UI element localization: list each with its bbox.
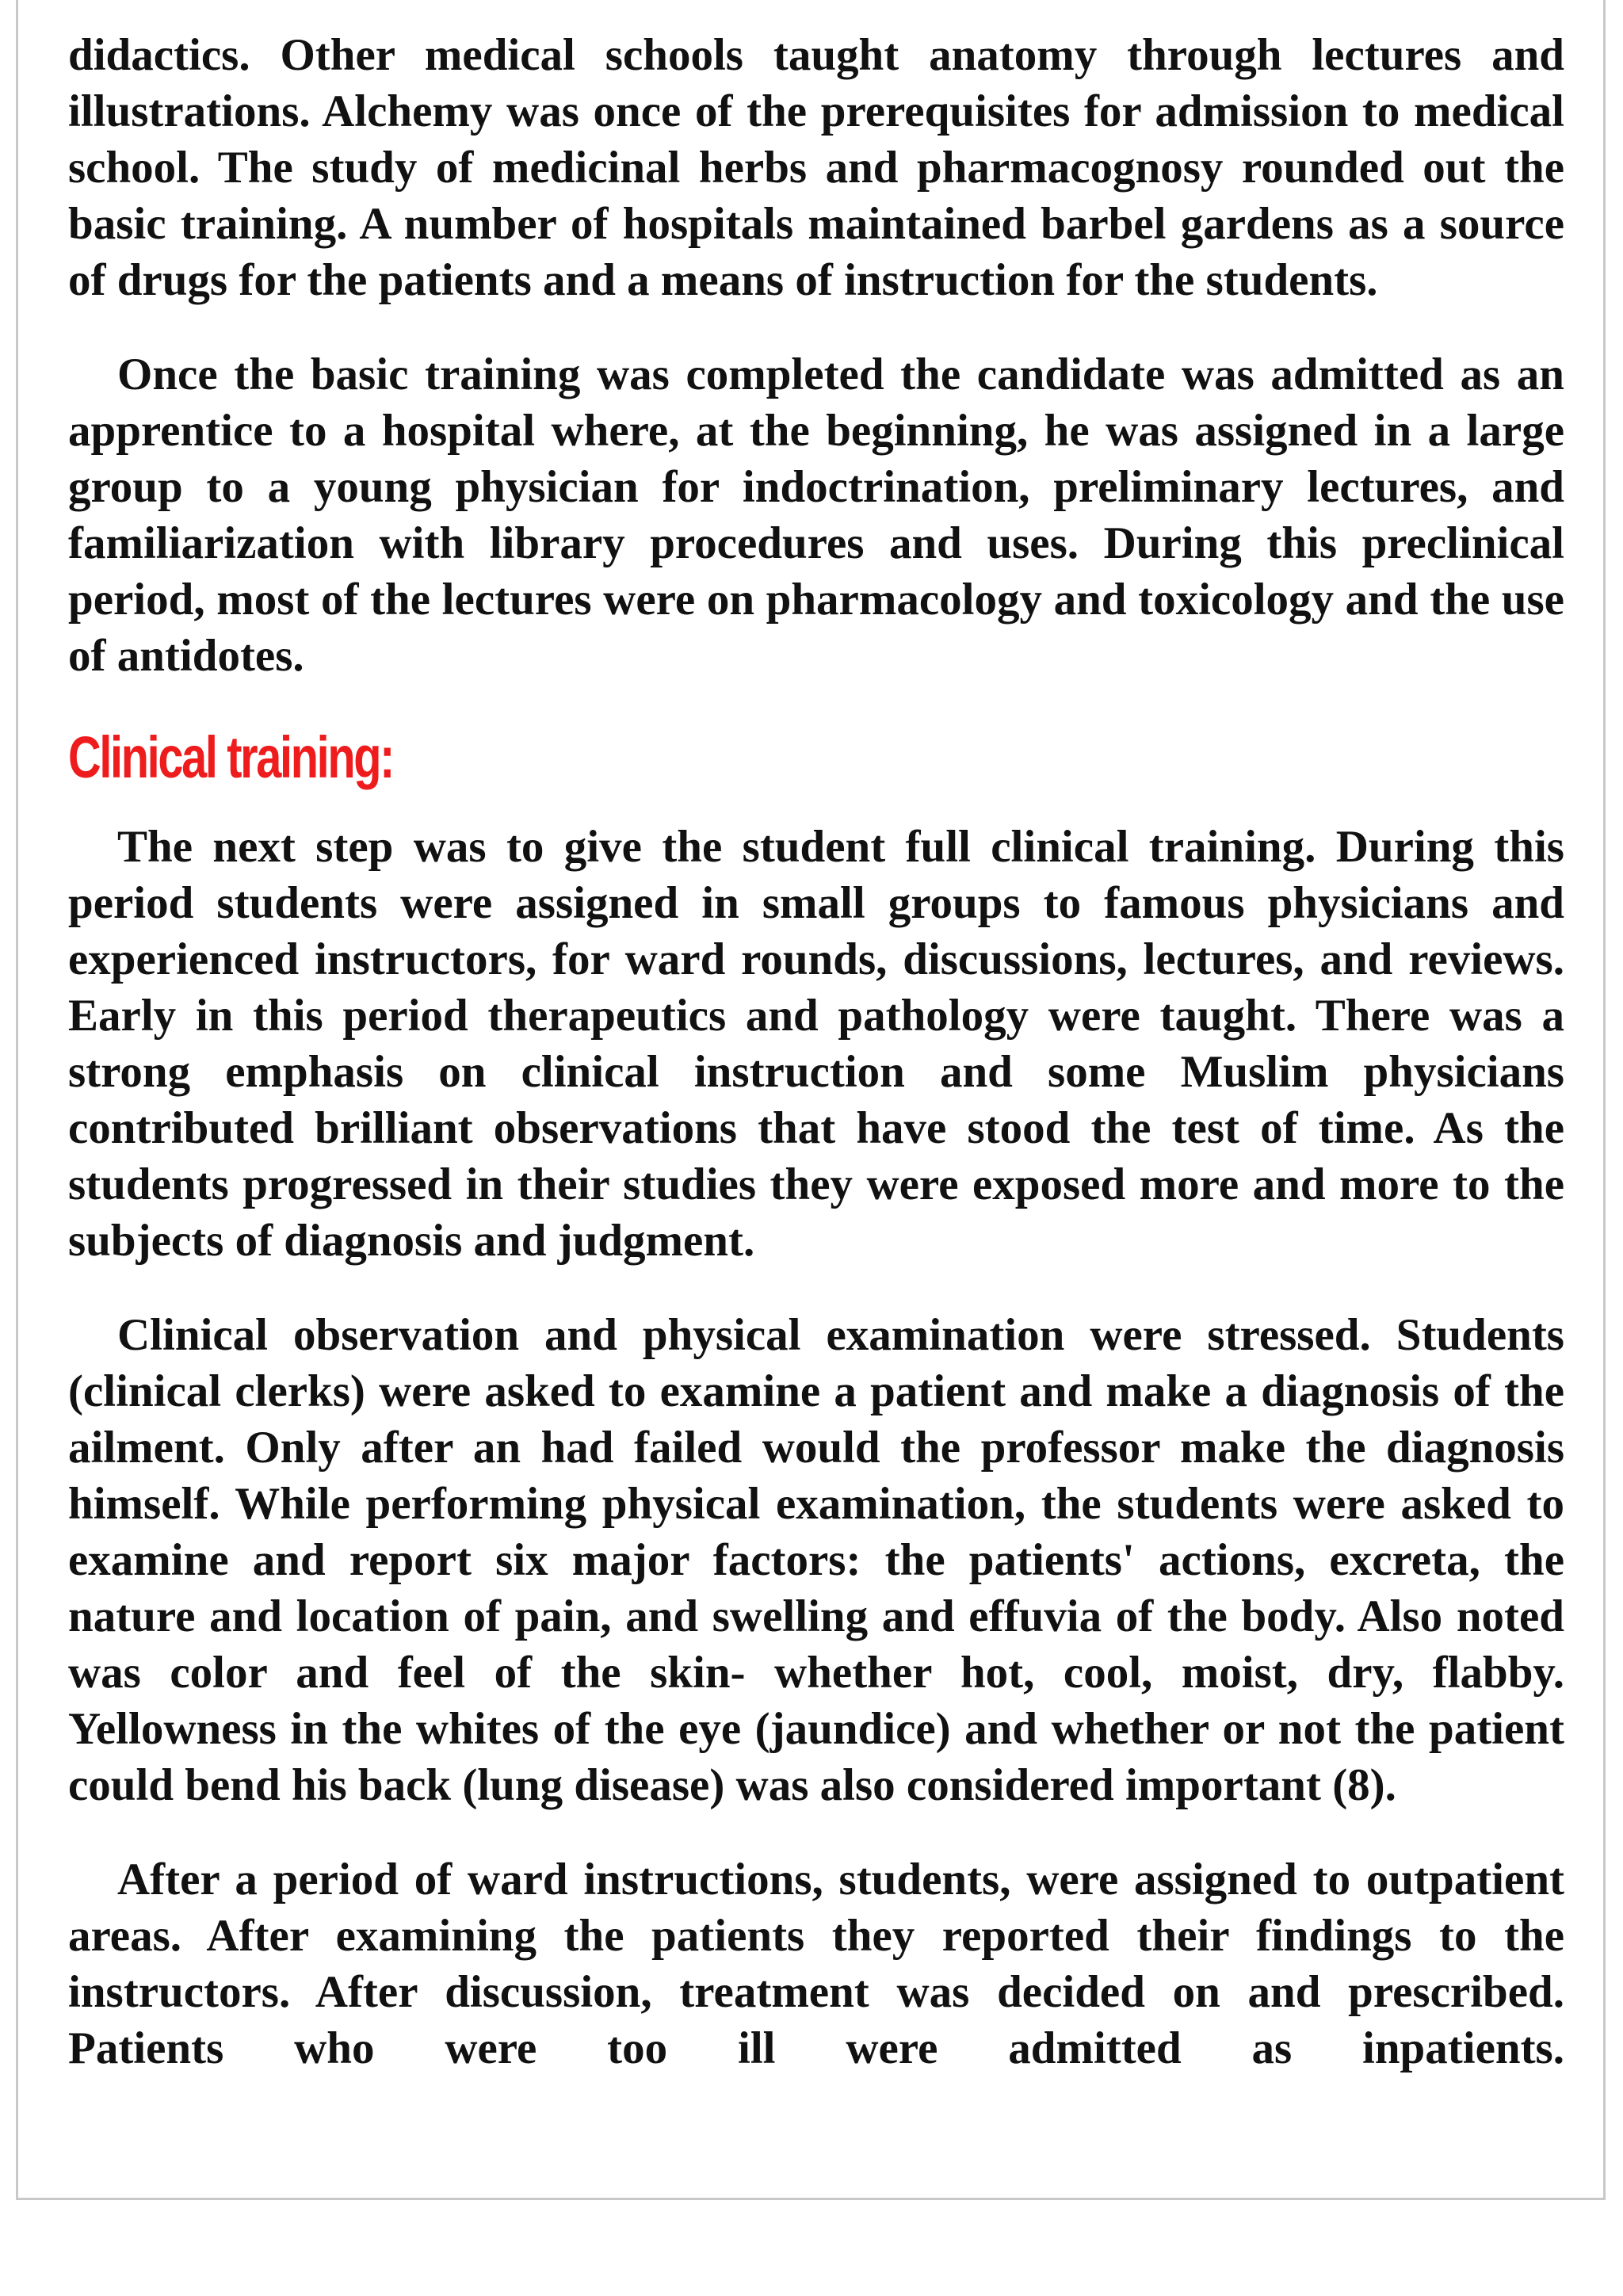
document-body <box>68 27 1564 2076</box>
paragraph-clinical-training: The next step was to give the student full clinical training. During this period students were assigned in small groups to famous physicians and experienced instructors, for ward rounds, discussions, lectures, and reviews. Early in this period therapeutics and pathology were taught. There was a strong emphasis on clinical instruction and some Muslim physicians contributed brilliant observations that have stood the test of time. As the students progressed in their studies they were exposed more and more to the subjects of diagnosis and judgment. <box>68 822 1564 1266</box>
paragraph-outpatient: After a period of ward instructions, students, were assigned to outpatient areas. After examining the patients they reported their findings to the instructors. After discussion, treatment was decided on and prescribed. Patients who were too ill were admitted as inpatients. <box>68 1855 1564 2073</box>
paragraph-basic-training-continued: didactics. Other medical schools taught anatomy through lectures and illustrations. Alchemy was once of the prerequisites for admission to medical school. The study of medicinal herbs and pharmacognosy rounded out the basic training. A number of hospitals maintained barbel gardens as a source of drugs for the patients and a means of instruction for the students. <box>68 30 1564 305</box>
paragraph-apprenticeship: Once the basic training was completed the candidate was admitted as an apprentice to a hospital where, at the beginning, he was assigned in a large group to a young physician for indoctrination, preliminary lectures, and familiarization with library procedures and uses. During this preclinical period, most of the lectures were on pharmacology and toxicology and the use of antidotes. <box>68 350 1564 681</box>
paragraph-clinical-observation: Clinical observation and physical examination were stressed. Students (clinical clerks) were asked to examine a patient and make a diagnosis of the ailment. Only after an had failed would the professor make the diagnosis himself. While performing physical examination, the students were asked to examine and report six major factors: the patients' actions, excreta, the nature and location of pain, and swelling and effuvia of the body. Also noted was color and feel of the skin- whether hot, cool, moist, dry, flabby. Yellowness in the whites of the eye (jaundice) and whether or not the patient could bend his back (lung disease) was also considered important (8). <box>68 1310 1564 1810</box>
section-heading-clinical-training: Clinical training: <box>68 724 394 790</box>
